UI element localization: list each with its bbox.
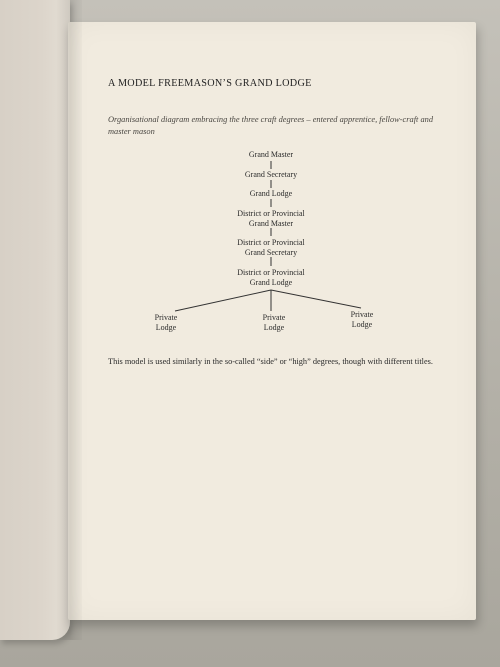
node-label: District or Provincial (237, 238, 305, 247)
node-label: Grand Lodge (249, 189, 293, 198)
node-grand-lodge (211, 189, 331, 199)
node-label: Grand Secretary (244, 248, 298, 257)
node-label: Lodge (263, 323, 285, 332)
node-label: Private (154, 313, 178, 322)
connector-branch-right (271, 290, 361, 308)
node-label: District or Provincial (237, 209, 305, 218)
node-label: Lodge (155, 323, 177, 332)
page-title: A MODEL FREEMASON’S GRAND LODGE (108, 78, 312, 89)
node-district-grand-lodge (211, 268, 331, 288)
node-label: Grand Master (248, 150, 294, 159)
footer-note: This model is used similarly in the so-called “side” or “high” degrees, though with different titles. (108, 357, 433, 366)
node-private-lodge-left (126, 313, 206, 333)
node-label: Lodge (351, 320, 373, 329)
book-page (68, 22, 476, 620)
node-label: District or Provincial (237, 268, 305, 277)
node-district-grand-master (211, 209, 331, 229)
connector-branch-left (175, 290, 271, 311)
spine-shadow (56, 0, 82, 640)
node-label: Grand Master (248, 219, 294, 228)
node-district-grand-secretary (211, 238, 331, 258)
node-label: Grand Secretary (244, 170, 298, 179)
node-label: Private (350, 310, 374, 319)
node-grand-secretary (211, 170, 331, 180)
node-private-lodge-right (322, 310, 402, 330)
node-private-lodge-center (234, 313, 314, 333)
diagram-caption: Organisational diagram embracing the three craft degrees – entered apprentice, fellow-craft and master mason (108, 115, 434, 136)
node-grand-master (211, 150, 331, 160)
node-label: Private (262, 313, 286, 322)
node-label: Grand Lodge (249, 278, 293, 287)
